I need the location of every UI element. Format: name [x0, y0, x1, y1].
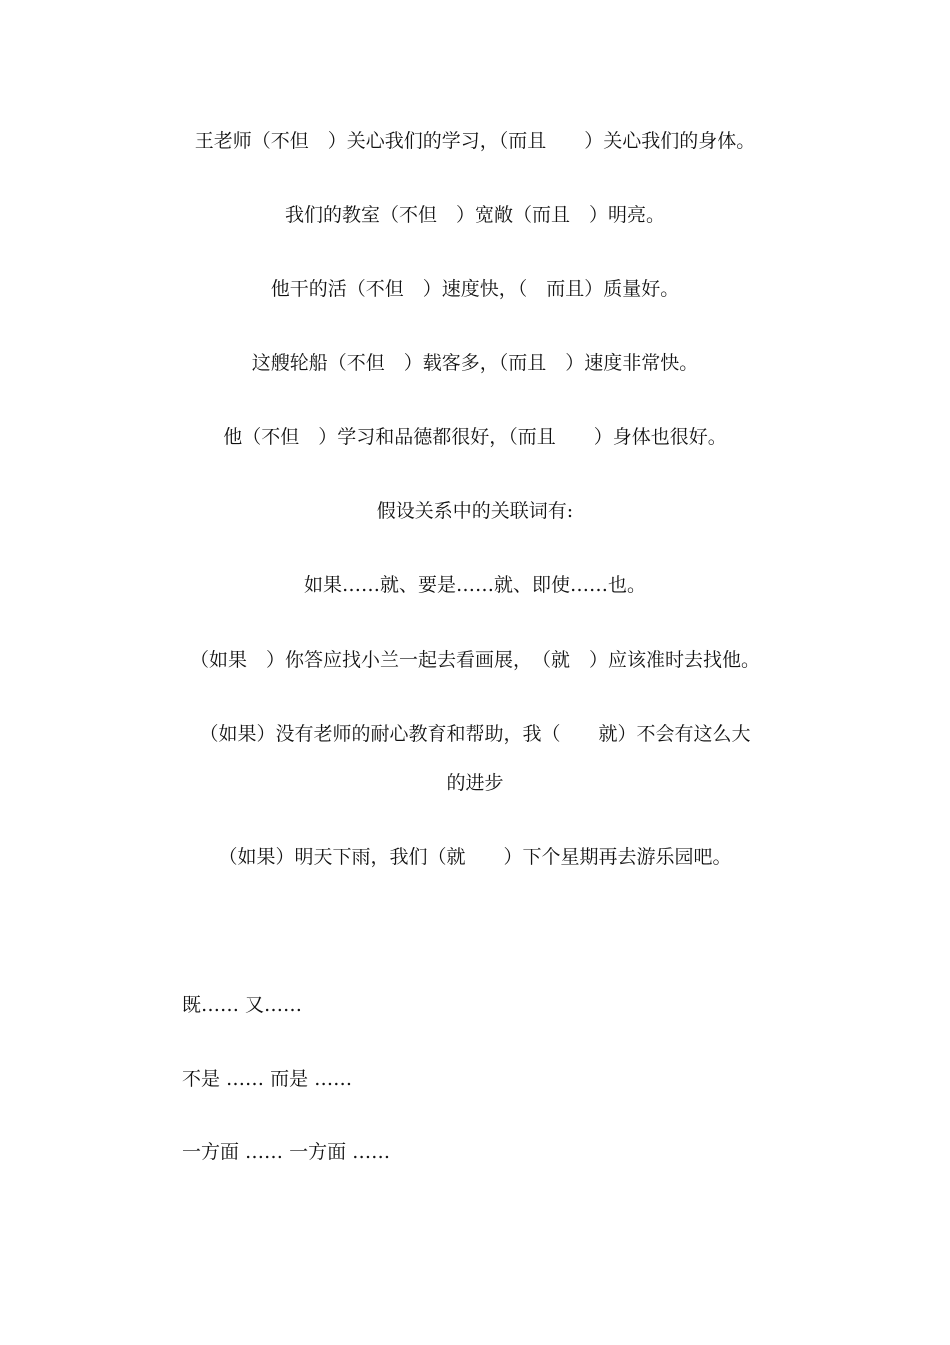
sentence-ruguo-jiu-2-continued: 的进步 [446, 772, 504, 794]
hypothesis-words: 如果……就、要是……就、即使……也。 [303, 574, 646, 596]
sentence-budan-erqie-5: 他（不但 ）学习和品德都很好，（而且 ）身体也很好。 [223, 426, 727, 448]
word-pair-bushi-ershi: 不是 …… 而是 …… [182, 1068, 353, 1090]
sentence-budan-erqie-3: 他干的活（不但 ）速度快，（ 而且）质量好。 [270, 278, 680, 300]
sentence-ruguo-jiu-1: （如果 ）你答应找小兰一起去看画展， （就 ）应该准时去找他。 [189, 649, 760, 671]
hypothesis-heading: 假设关系中的关联词有: [376, 500, 574, 522]
sentence-budan-erqie-2: 我们的教室（不但 ）宽敞（而且 ）明亮。 [284, 204, 665, 226]
word-pair-ji-you: 既…… 又…… [182, 994, 303, 1016]
sentence-budan-erqie-1: 王老师（不但 ）关心我们的学习，（而且 ）关心我们的身体。 [194, 130, 756, 152]
sentence-budan-erqie-4: 这艘轮船（不但 ）载客多，（而且 ）速度非常快。 [251, 352, 699, 374]
sentence-ruguo-jiu-3: （如果）明天下雨，我们（就 ）下个星期再去游乐园吧。 [218, 846, 732, 868]
sentence-ruguo-jiu-2: （如果）没有老师的耐心教育和帮助，我（ 就）不会有这么大 [199, 723, 751, 745]
word-pair-yifangmian: 一方面 …… 一方面 …… [182, 1141, 391, 1163]
